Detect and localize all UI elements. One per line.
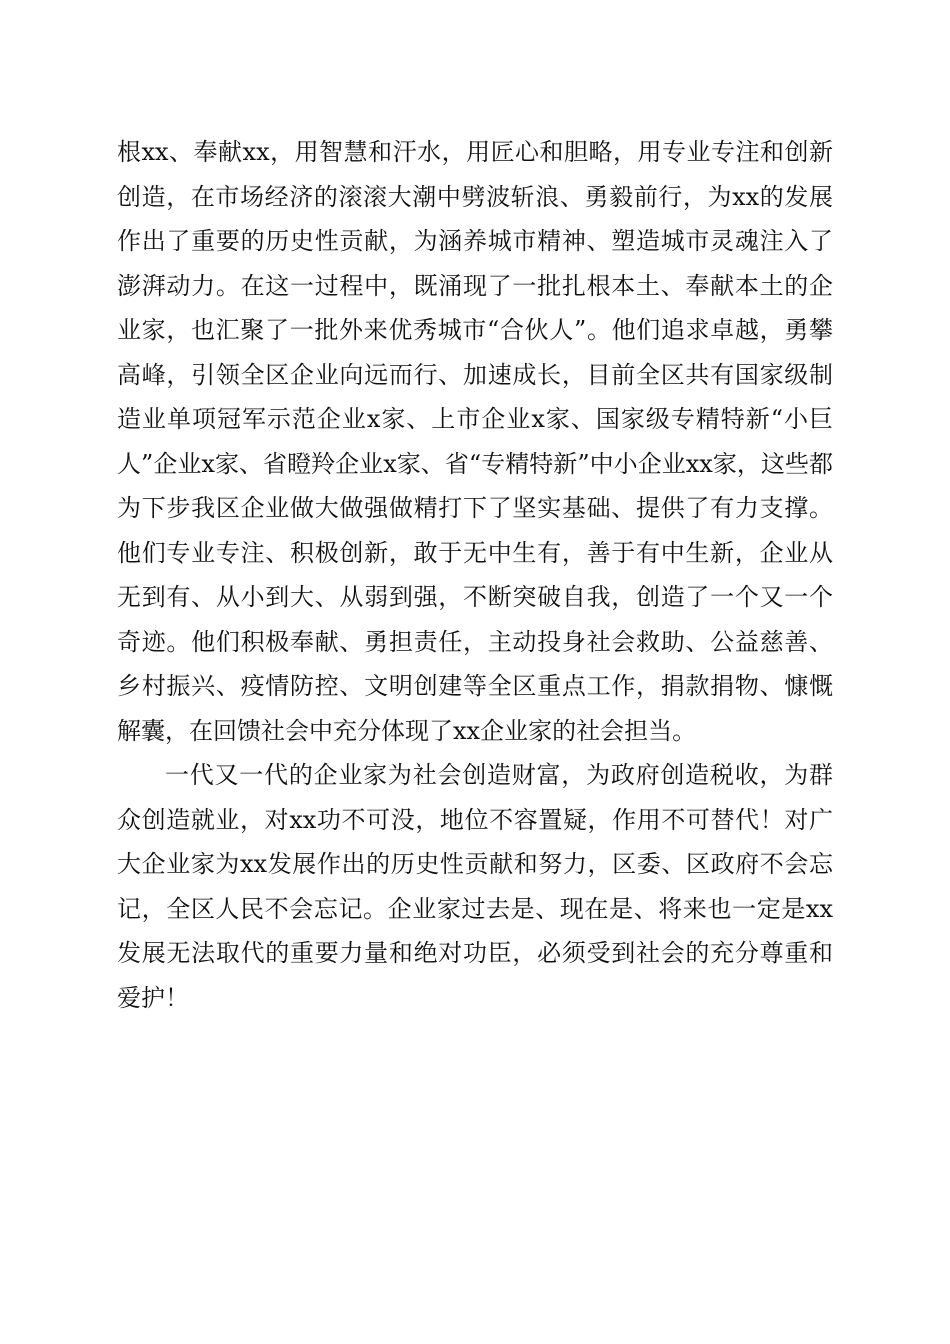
paragraph-continuation: 根xx、奉献xx，用智慧和汗水，用匠心和胆略，用专业专注和创新创造，在市场经济的滚滚大潮中劈波斩浪、勇毅前行，为xx的发展作出了重要的历史性贡献，为涵养城市精神、塑造城市灵魂注入了澎湃动力。在这一过程中，既涌现了一批扎根本土、奉献本土的企业家，也汇聚了一批外来优秀城市“合伙人”。他们追求卓越，勇攀高峰，引领全区企业向远而行、加速成长，目前全区共有国家级制造业单项冠军示范企业x家、上市企业x家、国家级专精特新“小巨人”企业x家、省瞪羚企业x家、省“专精特新”中小企业xx家，这些都为下步我区企业做大做强做精打下了坚实基础、提供了有力支撑。他们专业专注、积极创新，敢于无中生有，善于有中生新，企业从无到有、从小到大、从弱到强，不断突破自我，创造了一个又一个奇迹。他们积极奉献、勇担责任，主动投身社会救助、公益慈善、乡村振兴、疫情防控、文明创建等全区重点工作，捐款捐物、慷慨解囊，在回馈社会中充分体现了xx企业家的社会担当。 [117,138,833,745]
paragraph: 一代又一代的企业家为社会创造财富，为政府创造税收，为群众创造就业，对xx功不可没，地位不容置疑，作用不可替代！对广大企业家为xx发展作出的历史性贡献和努力，区委、区政府不会忘记，全区人民不会忘记。企业家过去是、现在是、将来也一定是xx发展无法取代的重要力量和绝对功臣，必须受到社会的充分尊重和爱护！ [117,761,833,1012]
body-text [117,130,833,1020]
